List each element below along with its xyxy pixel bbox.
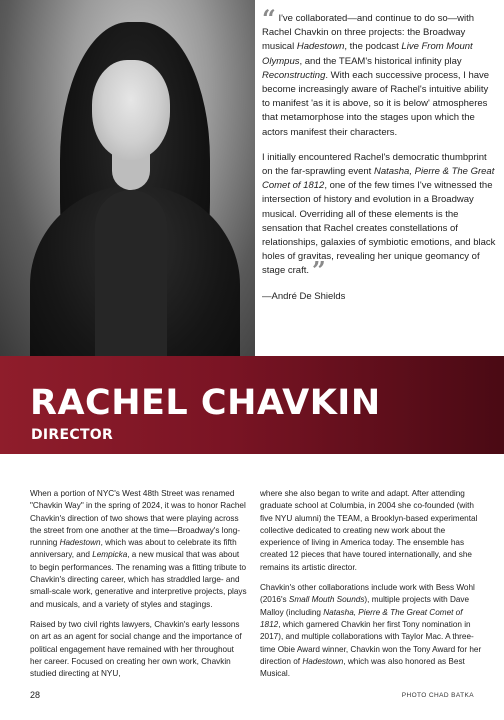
- body-paragraph: Chavkin's other collaborations include work with Bess Wohl (2016's Small Mouth Sounds), multiple projects with Dave Malloy (including Natasha, Pierre & The Great Comet of 1812, which garnered Chavkin her first Tony nomination in 2017), and multiple collaborations with Taylor Mac. A three-time Obie Award winner, Chavkin won the Tony Award for her direction of Hadestown, which was also honored as Best Musical.: [260, 583, 482, 679]
- body-column-left: [30, 488, 248, 688]
- portrait-photo: [0, 0, 255, 356]
- quote-paragraph-1: “ I've collaborated—and continue to do so—with Rachel Chavkin on three projects: the Broadway musical Hadestown, the podcast Live From Mount Olympus, and the TEAM's historical infinity play Reconstructing. With each successive process, I have become increasingly aware of Rachel's intuitive ability to manifest 'as it is above, so it is below' atmospheres that metamorphose into the stages upon which the actors manifest their characters.: [262, 4, 490, 138]
- quote-attribution: —André De Shields: [262, 290, 346, 302]
- quote-paragraph-2: I initially encountered Rachel's democratic thumbprint on the far-sprawling event Natasha, Pierre & The Great Comet of 1812, one of the few times I've witnessed the intersection of history and evolution in a Broadway musical. Overriding all of these elements is the sensation that Rachel creates constellations of relationships, galaxies of symbiotic emotions, and black holes of gravitas, revealing her unique geomancy of stage craft. ”: [262, 151, 496, 286]
- body-column-right: [260, 488, 484, 688]
- photo-credit: PHOTO CHAD BATKA: [401, 692, 474, 699]
- photo-shirt: [95, 190, 167, 356]
- open-quote-mark: “: [262, 4, 276, 33]
- page-number: 28: [30, 690, 41, 700]
- body-paragraph: Raised by two civil rights lawyers, Chavkin's early lessons on art as an agent for social change and the importance of political engagement have remained with her throughout her career. Focused on creating her own work, Chavkin studied directing at NYU,: [30, 619, 242, 679]
- pull-quote: [262, 4, 498, 315]
- close-quote-mark: ”: [312, 256, 326, 286]
- body-paragraph: When a portion of NYC's West 48th Street was renamed "Chavkin Way" in the spring of 2024, it was to honor Rachel Chavkin's direction of two shows that were playing across the street from one another at the time—Broadway's long-running Hadestown, which was about to celebrate its fifth anniversary, and Lempicka, a new musical that was about to begin performances. The renaming was a fitting tribute to Chavkin's directing career, which has straddled large- and small-scale work, generative and interpretive projects, plays and musicals, and a variety of styles and stagings.: [30, 489, 247, 609]
- body-paragraph: where she also began to write and adapt. After attending graduate school at Columbia, in 2004 she co-founded (with five NYU alumni) the TEAM, a Brooklyn-based experimental collective dedicated to creating new work about the experience of living in America today. The ensemble has created 12 pieces that have toured internationally, and she remains its artistic director.: [260, 489, 478, 572]
- photo-face: [92, 60, 170, 160]
- person-name: RACHEL CHAVKIN: [30, 383, 381, 423]
- person-role: DIRECTOR: [31, 427, 114, 443]
